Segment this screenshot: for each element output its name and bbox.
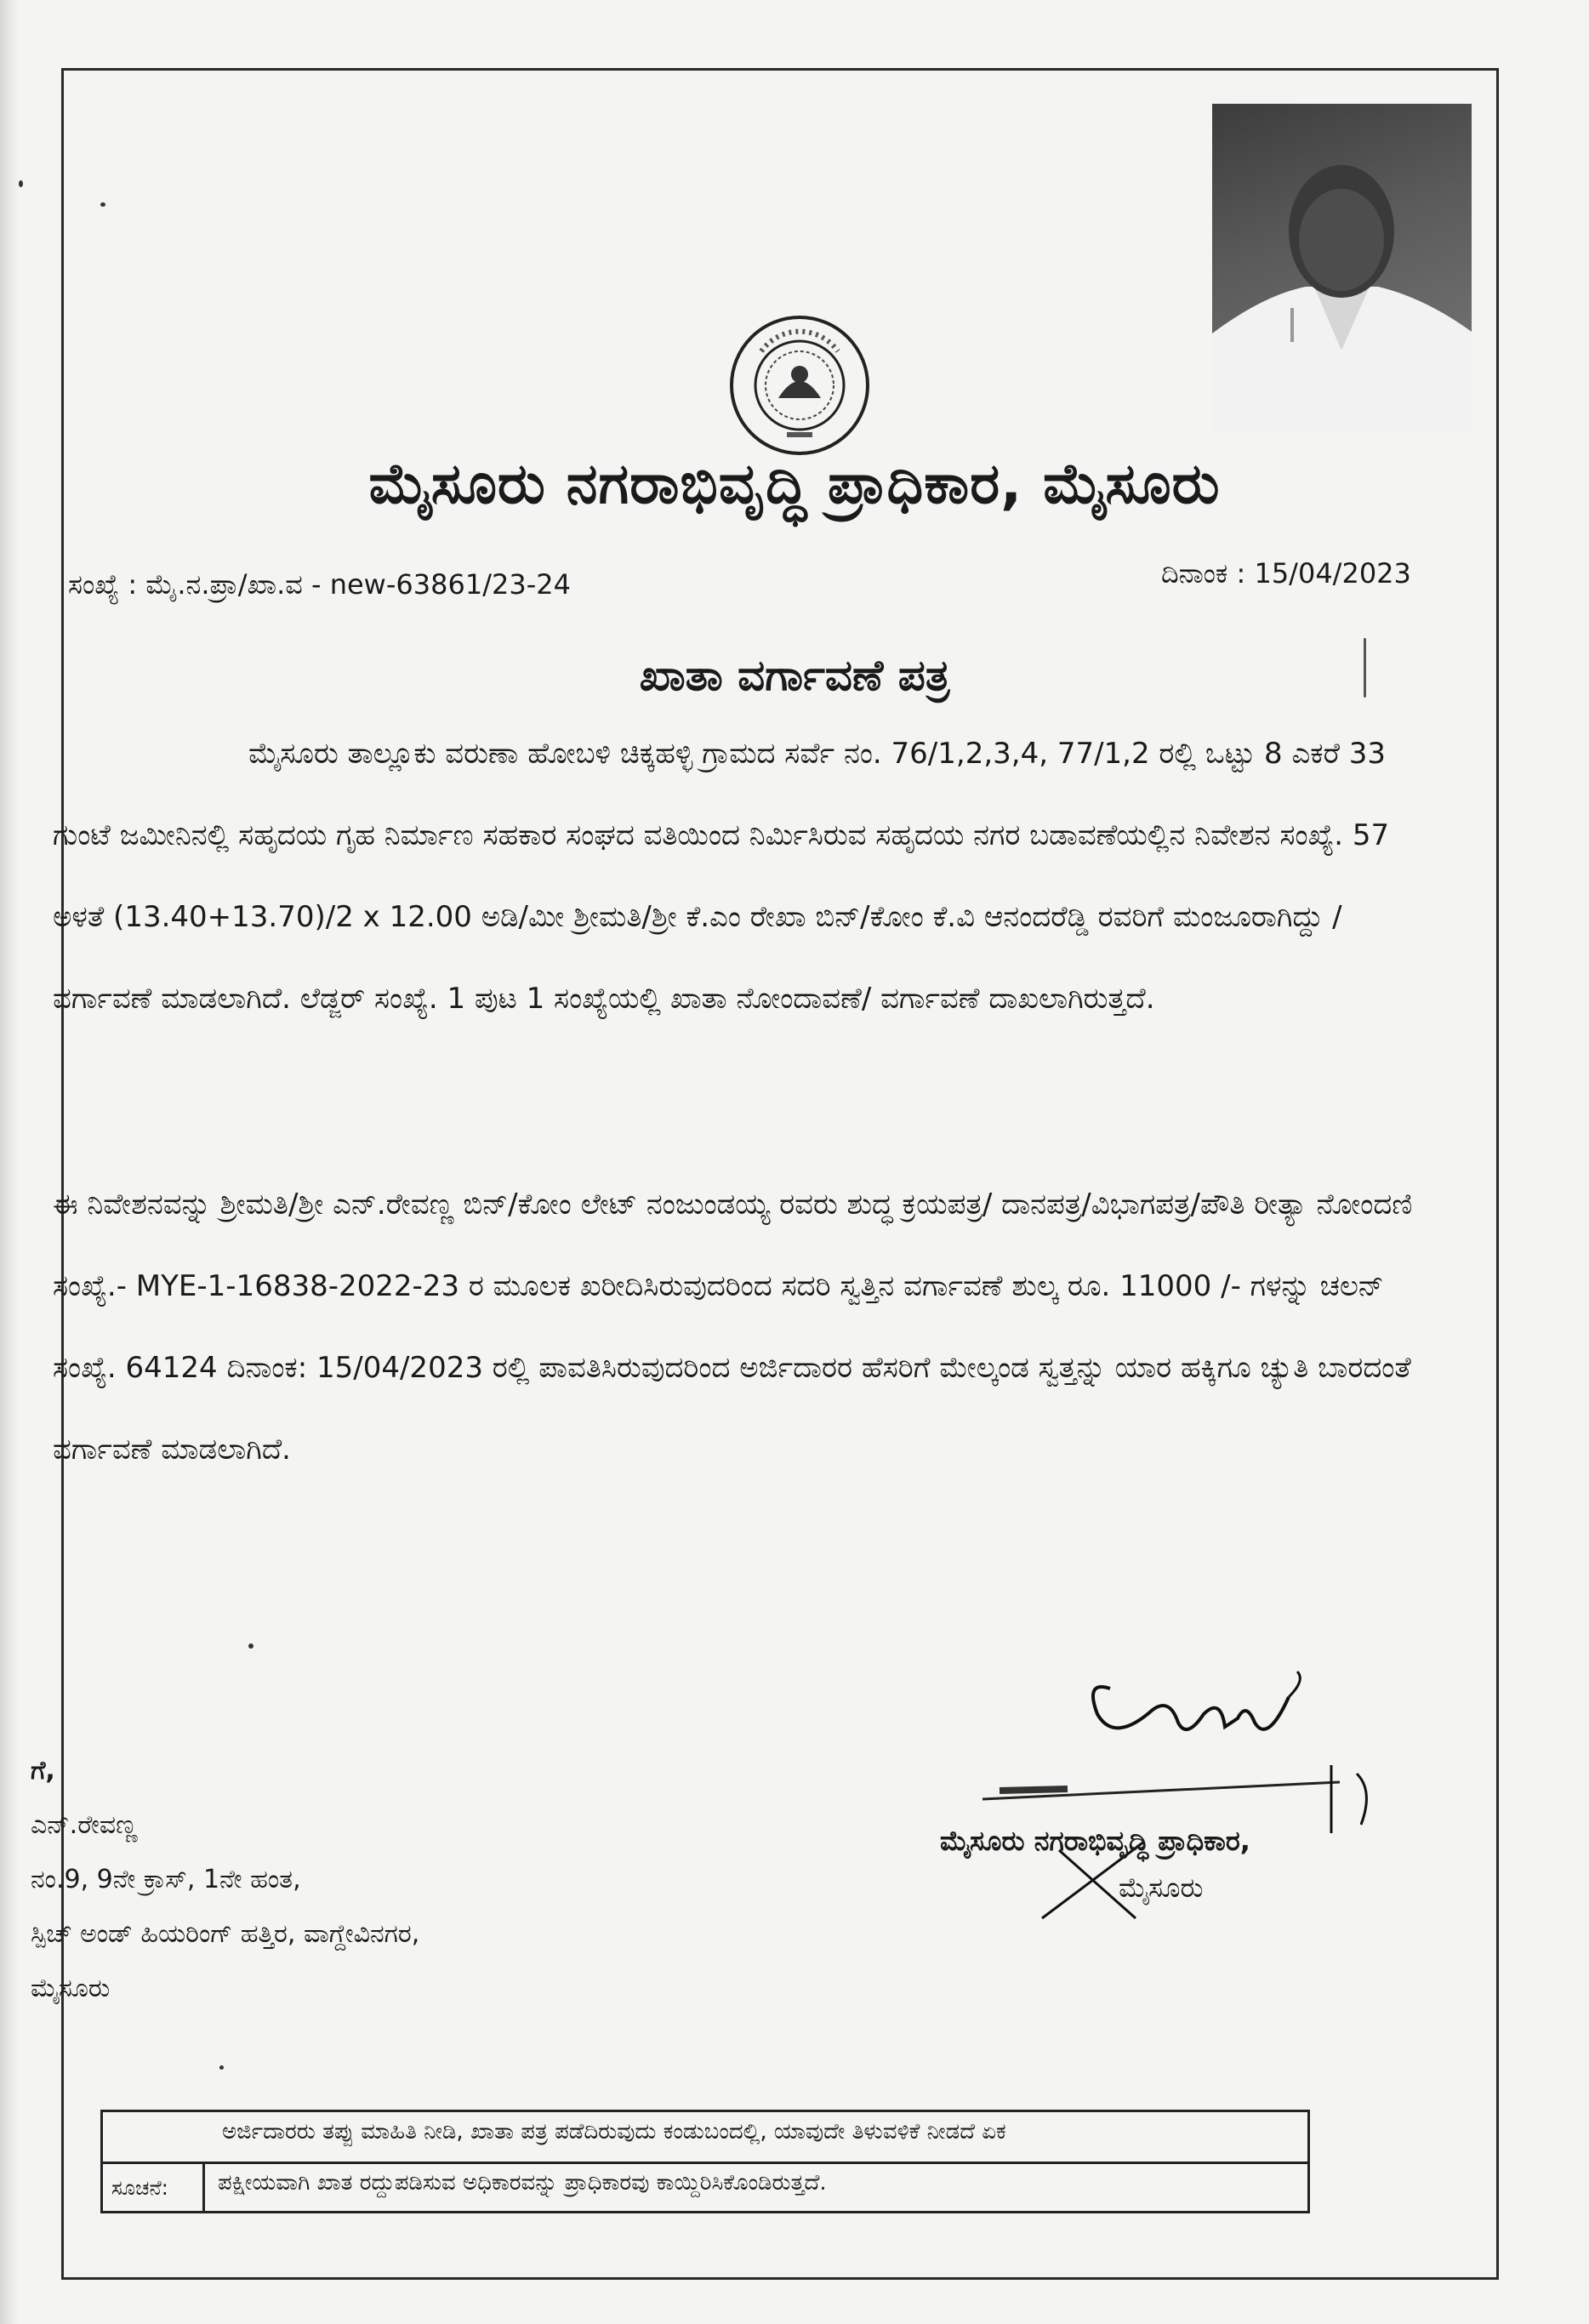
recipient-address-line: ನಂ.9, 9ನೇ ಕ್ರಾಸ್, 1ನೇ ಹಂತ, bbox=[31, 1865, 301, 1894]
body-paragraph-2: ಈ ನಿವೇಶನವನ್ನು ಶ್ರೀಮತಿ/ಶ್ರೀ ಎನ್.ರೇವಣ್ಣ ಬಿನ್/ಕೋಂ ಲೇಟ್ ನಂಜುಂಡಯ್ಯ ರವರು ಶುದ್ಧ ಕ್ರಯಪತ್ರ/ ದಾನಪತ್ರ/ವಿಭಾಗಪತ್ರ/ಪೌತಿ ರೀತ್ಯಾ ನೋಂದಣಿ ಸಂಖ್ಯೆ.- MYE-1-16838-2022-23 ರ ಮೂಲಕ ಖರೀದಿಸಿರುವುದರಿಂದ ಸದರಿ ಸ್ವತ್ತಿನ ವರ್ಗಾವಣೆ ಶುಲ್ಕ ರೂ. 11000 /- ಗಳನ್ನು ಚಲನ್ ಸಂಖ್ಯೆ. 64124 ದಿನಾಂಕ: 15/04/2023 ರಲ್ಲಿ ಪಾವತಿಸಿರುವುದರಿಂದ ಅರ್ಜಿದಾರರ ಹೆಸರಿಗೆ ಮೇಲ್ಕಂಡ ಸ್ವತ್ತನ್ನು ಯಾರ ಹಕ್ಕಿಗೂ ಚ್ಯುತಿ ಬಾರದಂತೆ ವರ್ಗಾವಣೆ ಮಾಡಲಾಗಿದೆ. bbox=[53, 1188, 1413, 1467]
document-date: ದಿನಾಂಕ : 15/04/2023 bbox=[1161, 557, 1411, 590]
body-paragraph-1: ಮೈಸೂರು ತಾಲ್ಲೂಕು ವರುಣಾ ಹೋಬಳಿ ಚಿಕ್ಕಹಳ್ಳಿ ಗ್ರಾಮದ ಸರ್ವೆ ನಂ. 76/1,2,3,4, 77/1,2 ರಲ್ಲಿ ಒಟ್ಟು 8 ಎಕರೆ 33 ಗುಂಟೆ ಜಮೀನಿನಲ್ಲಿ ಸಹೃದಯ ಗೃಹ ನಿರ್ಮಾಣ ಸಹಕಾರ ಸಂಘದ ವತಿಯಿಂದ ನಿರ್ಮಿಸಿರುವ ಸಹೃದಯ ನಗರ ಬಡಾವಣೆಯಲ್ಲಿನ ನಿವೇಶನ ಸಂಖ್ಯೆ. 57 ಅಳತೆ (13.40+13.70)/2 x 12.00 ಅಡಿ/ಮೀ ಶ್ರೀಮತಿ/ಶ್ರೀ ಕೆ.ಎಂ ರೇಖಾ ಬಿನ್/ಕೋಂ ಕೆ.ವಿ ಆನಂದರೆಡ್ಡಿ ರವರಿಗೆ ಮಂಜೂರಾಗಿದ್ದು / ವರ್ಗಾವಣೆ ಮಾಡಲಾಗಿದೆ. ಲೆಡ್ಜರ್ ಸಂಖ್ಯೆ. 1 ಪುಟ 1 ಸಂಖ್ಯೆಯಲ್ಲಿ ಖಾತಾ ನೋಂದಾವಣೆ/ ವರ್ಗಾವಣೆ ದಾಖಲಾಗಿರುತ್ತದೆ. bbox=[53, 737, 1390, 1016]
signatory-city: ಮೈಸೂರು bbox=[1119, 1871, 1204, 1904]
recipient-address-line: ಸ್ಪಿಚ್ ಅಂಡ್ ಹಿಯರಿಂಗ್ ಹತ್ತಿರ, ವಾಗ್ದೇವಿನಗರ, bbox=[31, 1919, 420, 1949]
signatory-office: ಮೈಸೂರು ನಗರಾಭಿವೃದ್ಧಿ ಪ್ರಾಧಿಕಾರ, bbox=[940, 1825, 1250, 1857]
scan-speck bbox=[19, 180, 23, 187]
recipient-address-line: ಮೈಸೂರು bbox=[31, 1974, 111, 2003]
recipient-name: ಎನ್.ರೇವಣ್ಣ bbox=[31, 1810, 138, 1840]
notice-line-2: ಪಕ್ಷೀಯವಾಗಿ ಖಾತ ರದ್ದುಪಡಿಸುವ ಅಧಿಕಾರವನ್ನು ಪ್ರಾಧಿಕಾರವು ಕಾಯ್ದಿರಿಸಿಕೊಂಡಿರುತ್ತದೆ. bbox=[218, 2170, 827, 2196]
notice-divider bbox=[103, 2162, 1307, 2164]
document-subtitle: ಖಾತಾ ವರ್ಗಾವಣೆ ಪತ್ರ bbox=[639, 651, 950, 700]
notice-box bbox=[100, 2110, 1310, 2213]
signature-block bbox=[931, 1663, 1459, 1927]
page-title: ಮೈಸೂರು ನಗರಾಭಿವೃದ್ಧಿ ಪ್ರಾಧಿಕಾರ, ಮೈಸೂರು bbox=[368, 451, 1221, 516]
reference-number: ಸಂಖ್ಯೆ : ಮೈ.ನ.ಪ್ರಾ/ಖಾ.ವ - new-63861/23-24 bbox=[68, 568, 571, 601]
notice-label: ಸೂಚನೆ: bbox=[103, 2163, 205, 2213]
notice-line-1: ಅರ್ಜಿದಾರರು ತಪ್ಪು ಮಾಹಿತಿ ನೀಡಿ, ಖಾತಾ ಪತ್ರ ಪಡೆದಿರುವುದು ಕಂಡುಬಂದಲ್ಲಿ, ಯಾವುದೇ ತಿಳುವಳಿಕೆ ನೀಡದೆ ಏಕ bbox=[222, 2119, 1006, 2145]
applicant-photo-icon bbox=[1212, 104, 1472, 431]
page-edge-shadow bbox=[0, 0, 19, 2324]
recipient-salutation: ಗೆ, bbox=[31, 1756, 55, 1786]
authority-seal-icon bbox=[727, 313, 872, 458]
recipient-address-block bbox=[31, 1744, 419, 2016]
